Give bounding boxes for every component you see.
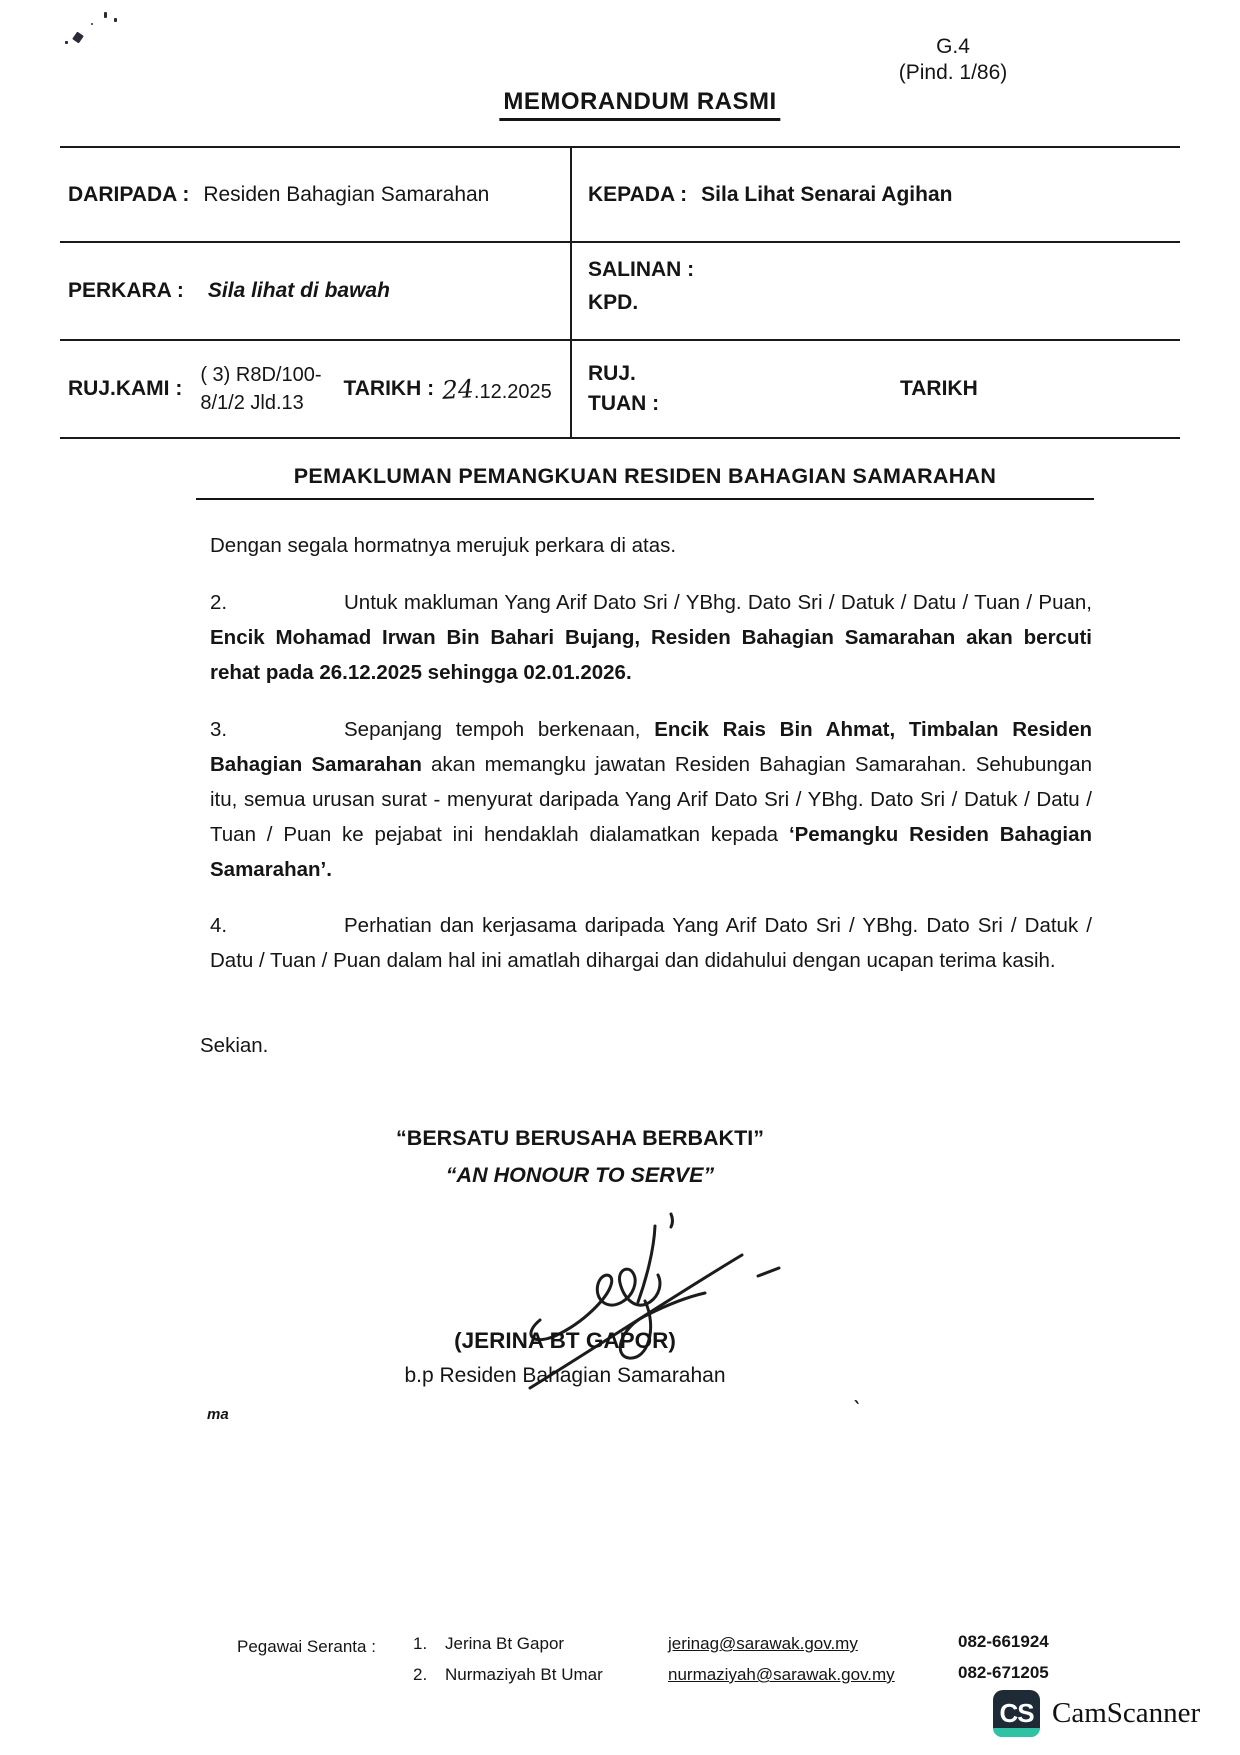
signatory-title: b.p Residen Bahagian Samarahan <box>404 1364 726 1387</box>
paragraph-2-number: 2. <box>210 591 228 614</box>
subject-heading: PEMAKLUMAN PEMANGKUAN RESIDEN BAHAGIAN SAMARAHAN <box>196 464 1094 500</box>
paragraph-3-bold-1: Encik Rais Bin Ahmat, Timbalan Residen Bahagian Samarahan <box>210 718 1092 776</box>
ink-speck <box>91 23 93 25</box>
tarikh-label: TARIKH : <box>343 377 435 400</box>
daripada-value: Residen Bahagian Samarahan <box>203 182 490 206</box>
paragraph-3-text-1: Sepanjang tempoh berkenaan, <box>344 718 655 741</box>
officer-2-number: 2. <box>413 1665 428 1684</box>
perkara-label: PERKARA : <box>68 279 184 302</box>
motto-line-1: “BERSATU BERUSAHA BERBAKTI” <box>396 1126 764 1150</box>
officer-2-email: nurmaziyah@sarawak.gov.my <box>668 1665 895 1684</box>
cell-ruj-tuan <box>570 339 1180 437</box>
paragraph-2-text: Untuk makluman Yang Arif Dato Sri / YBhg. Dato Sri / Datuk / Datu / Tuan / Puan, <box>344 591 1092 614</box>
form-revision: (Pind. 1/86) <box>898 61 1008 84</box>
ruj-tuan-line2: TUAN : <box>588 392 660 415</box>
officer-2-name: Nurmaziyah Bt Umar <box>445 1665 603 1684</box>
paragraph-4-number: 4. <box>210 914 228 937</box>
paragraph-3-number: 3. <box>210 718 228 741</box>
ruj-kami-label: RUJ.KAMI : <box>68 377 183 400</box>
ink-speck <box>65 41 68 44</box>
daripada-label: DARIPADA : <box>68 182 190 206</box>
ruj-tuan-line1: RUJ. <box>588 362 636 385</box>
typist-initials: ma <box>207 1406 229 1423</box>
stray-pen-mark: ` <box>849 1397 861 1421</box>
ruj-tuan-label <box>588 359 659 419</box>
page-title: MEMORANDUM RASMI <box>499 88 780 121</box>
salinan-label: SALINAN : <box>588 258 695 281</box>
ruj-kami-line1: ( 3) R8D/100- <box>200 364 322 386</box>
kepada-label: KEPADA : <box>588 182 688 206</box>
ruj-kami-line2: 8/1/2 Jld.13 <box>200 392 304 414</box>
camscanner-wordmark: CamScanner <box>1052 1697 1201 1729</box>
paragraph-3-bold-2: ‘Pemangku Residen Bahagian Samarahan’. <box>210 823 1093 881</box>
paragraph-2-bold-text: Encik Mohamad Irwan Bin Bahari Bujang, Residen Bahagian Samarahan akan bercuti rehat pada 26.12.2025 sehingga 02.01.2026. <box>210 626 1092 684</box>
kepada-value: Sila Lihat Senarai Agihan <box>701 182 953 206</box>
camscanner-logo-icon: CS <box>993 1690 1040 1737</box>
salinan-kpd-label: KPD. <box>588 291 639 314</box>
cell-perkara <box>60 241 570 339</box>
officer-1-number: 1. <box>413 1634 428 1653</box>
cell-salinan <box>570 241 1180 339</box>
paragraph-3 <box>210 712 1092 887</box>
memo-header-table <box>60 146 1180 439</box>
paragraph-2 <box>210 585 1092 690</box>
officer-2-phone: 082-671205 <box>958 1663 1049 1682</box>
paragraph-3-text-2: akan memangku jawatan Residen Bahagian Samarahan. Sehubungan itu, semua urusan surat - menyurat daripada Yang Arif Dato Sri / YBhg. Dato Sri / Datuk / Datu / Tuan / Puan ke pejabat ini hendaklah dialamatkan kepada <box>210 753 1092 846</box>
footer-label: Pegawai Seranta : <box>237 1637 376 1656</box>
officer-1-phone: 082-661924 <box>958 1632 1049 1651</box>
perkara-value: Sila lihat di bawah <box>207 279 390 302</box>
ink-speck <box>114 18 117 22</box>
motto-line-2: “AN HONOUR TO SERVE” <box>445 1163 715 1187</box>
cell-daripada <box>60 146 570 241</box>
paragraph-4-text: Perhatian dan kerjasama daripada Yang Arif Dato Sri / YBhg. Dato Sri / Datuk / Datu / Tuan / Puan dalam hal ini amatlah dihargai dan didahului dengan ucapan terima kasih. <box>210 914 1092 972</box>
form-code-block <box>888 34 1018 86</box>
signatory-name: (JERINA BT GAPOR) <box>454 1328 676 1353</box>
cell-ruj-kami <box>60 339 570 437</box>
ruj-kami-value <box>200 361 321 417</box>
paragraph-4 <box>210 908 1092 978</box>
closing-word: Sekian. <box>200 1034 269 1057</box>
ink-speck <box>104 12 107 18</box>
form-code: G.4 <box>936 35 970 58</box>
cell-kepada <box>570 146 1180 241</box>
tarikh-rest: .12.2025 <box>473 380 552 403</box>
officer-1-name: Jerina Bt Gapor <box>445 1634 565 1653</box>
tarikh-day-handwritten: 24 <box>441 373 475 405</box>
tarikh-value <box>442 375 552 404</box>
officer-1-email: jerinag@sarawak.gov.my <box>668 1634 858 1653</box>
motto-block <box>0 1120 1160 1194</box>
ink-speck <box>72 32 84 44</box>
camscanner-logo-accent <box>993 1728 1040 1737</box>
paragraph-1: Dengan segala hormatnya merujuk perkara di atas. <box>210 534 677 557</box>
tarikh-right-label: TARIKH <box>900 377 978 400</box>
